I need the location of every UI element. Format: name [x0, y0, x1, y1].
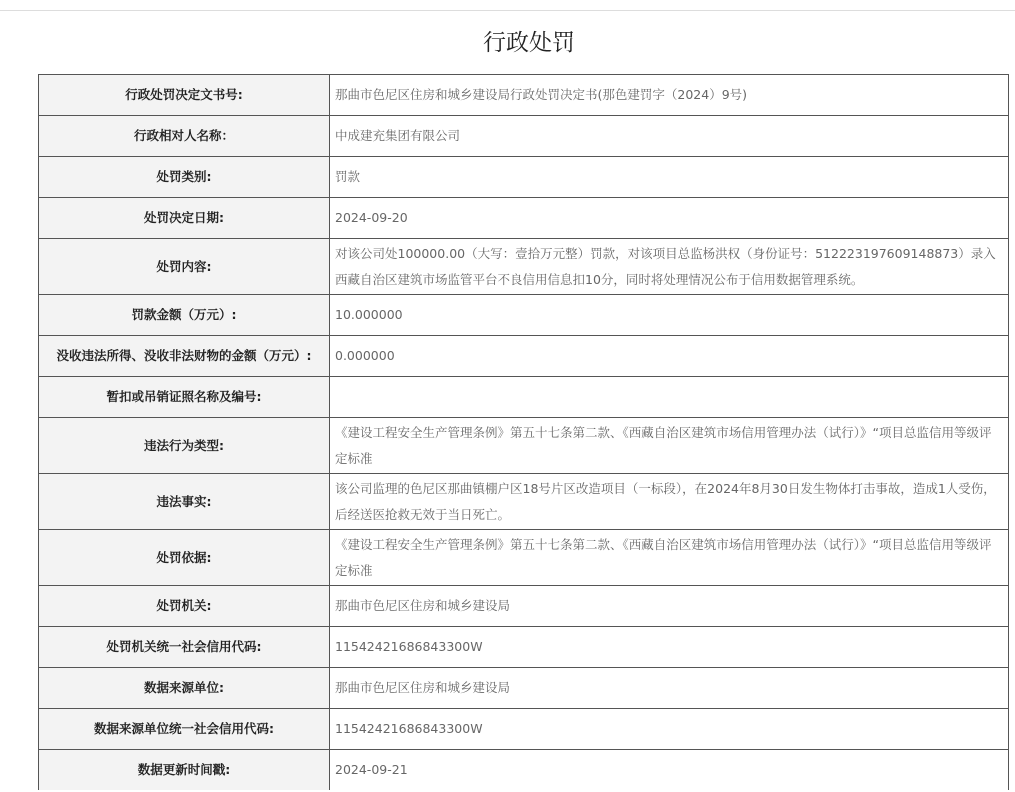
row-label-party-name: 行政相对人名称： [39, 116, 330, 157]
table-row [39, 530, 1009, 586]
row-label-penalty-authority: 处罚机关: [39, 586, 330, 627]
row-value-authority-credit-code: 11542421686843300W [330, 627, 1009, 668]
table-row [39, 198, 1009, 239]
row-label-violation-facts: 违法事实: [39, 474, 330, 530]
row-label-authority-credit-code: 处罚机关统一社会信用代码: [39, 627, 330, 668]
row-label-update-timestamp: 数据更新时间戳: [39, 750, 330, 791]
row-value-penalty-content: 对该公司处100000.00（大写：壹拾万元整）罚款，对该项目总监杨洪权（身份证号：512223197609148873）录入西藏自治区建筑市场监管平台不良信用信息扣10分，同时将处理情况公布于信用数据管理系统。 [330, 239, 1009, 295]
row-value-update-timestamp: 2024-09-21 [330, 750, 1009, 791]
row-label-license-suspension: 暂扣或吊销证照名称及编号: [39, 377, 330, 418]
row-label-violation-type: 违法行为类型: [39, 418, 330, 474]
table-row [39, 750, 1009, 791]
table-row [39, 474, 1009, 530]
penalty-detail-table [38, 74, 1009, 790]
row-value-violation-type: 《建设工程安全生产管理条例》第五十七条第二款、《西藏自治区建筑市场信用管理办法（试行）》“项目总监信用等级评定标准 [330, 418, 1009, 474]
row-value-decision-date: 2024-09-20 [330, 198, 1009, 239]
table-row [39, 377, 1009, 418]
row-label-source-credit-code: 数据来源单位统一社会信用代码: [39, 709, 330, 750]
table-row [39, 586, 1009, 627]
row-label-data-source: 数据来源单位: [39, 668, 330, 709]
row-value-party-name: 中成建充集团有限公司 [330, 116, 1009, 157]
row-label-confiscation-amount: 没收违法所得、没收非法财物的金额（万元）: [39, 336, 330, 377]
row-value-fine-amount: 10.000000 [330, 295, 1009, 336]
row-label-fine-amount: 罚款金额（万元）: [39, 295, 330, 336]
row-value-penalty-category: 罚款 [330, 157, 1009, 198]
row-label-decision-number: 行政处罚决定文书号: [39, 75, 330, 116]
row-label-penalty-category: 处罚类别: [39, 157, 330, 198]
table-row [39, 295, 1009, 336]
row-value-license-suspension [330, 377, 1009, 418]
row-value-penalty-authority: 那曲市色尼区住房和城乡建设局 [330, 586, 1009, 627]
row-value-data-source: 那曲市色尼区住房和城乡建设局 [330, 668, 1009, 709]
row-label-decision-date: 处罚决定日期: [39, 198, 330, 239]
table-row [39, 157, 1009, 198]
table-row [39, 239, 1009, 295]
table-row [39, 418, 1009, 474]
top-divider [0, 10, 1015, 11]
table-row [39, 668, 1009, 709]
row-value-penalty-basis: 《建设工程安全生产管理条例》第五十七条第二款、《西藏自治区建筑市场信用管理办法（试行）》“项目总监信用等级评定标准 [330, 530, 1009, 586]
table-row [39, 709, 1009, 750]
row-value-violation-facts: 该公司监理的色尼区那曲镇棚户区18号片区改造项目（一标段），在2024年8月30日发生物体打击事故，造成1人受伤，后经送医抢救无效于当日死亡。 [330, 474, 1009, 530]
table-row [39, 336, 1009, 377]
row-value-decision-number: 那曲市色尼区住房和城乡建设局行政处罚决定书(那色建罚字（2024）9号) [330, 75, 1009, 116]
row-value-source-credit-code: 11542421686843300W [330, 709, 1009, 750]
table-row [39, 627, 1009, 668]
page-title: 行政处罚 [483, 30, 575, 56]
row-value-confiscation-amount: 0.000000 [330, 336, 1009, 377]
row-label-penalty-content: 处罚内容: [39, 239, 330, 295]
table-row [39, 75, 1009, 116]
table-row [39, 116, 1009, 157]
row-label-penalty-basis: 处罚依据: [39, 530, 330, 586]
